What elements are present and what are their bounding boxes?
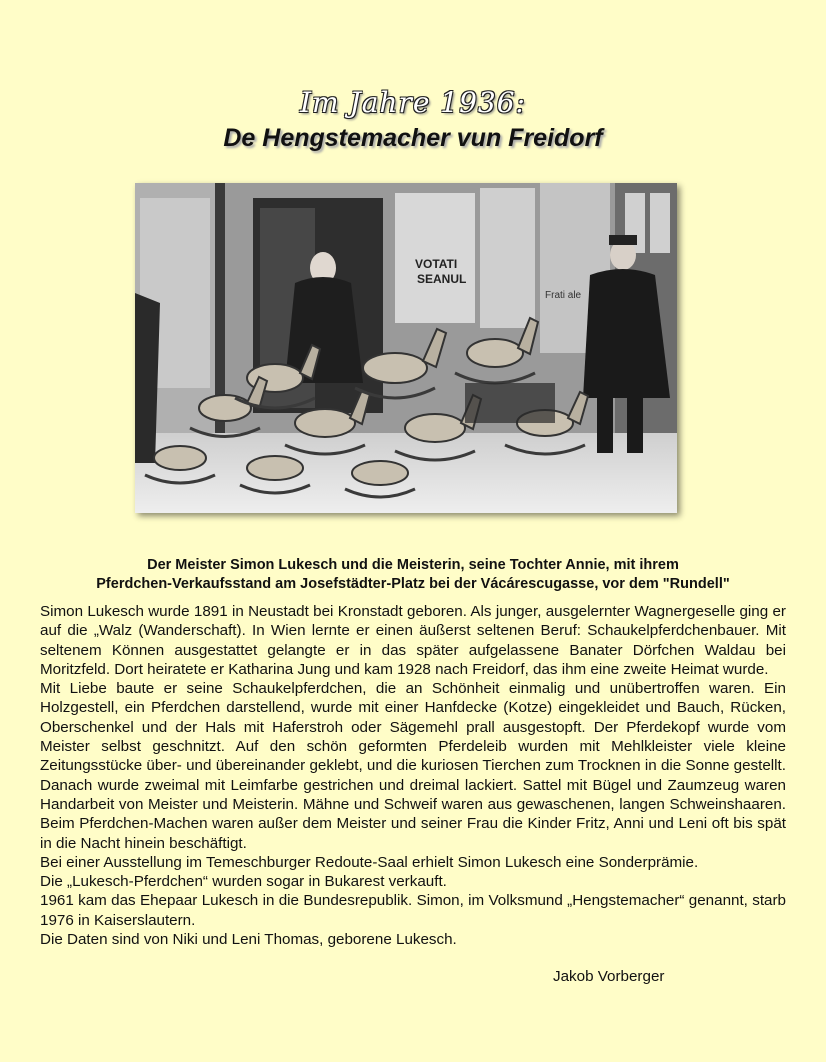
- paragraph: Die „Lukesch-Pferdchen“ wurden sogar in Bukarest verkauft.: [40, 873, 447, 891]
- historical-photo: [135, 183, 677, 513]
- paragraph: Bei einer Ausstellung im Temeschburger Redoute-Saal erhielt Simon Lukesch eine Sonderprämie.: [40, 853, 699, 871]
- paragraph: Die Daten sind von Niki und Leni Thomas, geborene Lukesch.: [40, 931, 457, 949]
- title-line-1: Im Jahre 1936:: [299, 86, 526, 119]
- sign-text-1: VOTATI: [415, 257, 458, 271]
- author-name: Jakob Vorberger: [553, 968, 665, 985]
- paragraph: Simon Lukesch wurde 1891 in Neustadt bei Kronstadt geboren. Als junger, ausgelernter Wagnergeselle ging er auf die „Walz (Wanderschaft). In Wien lernte er einen äußerst seltenen Beruf: Schaukelpferdchenbauer. Mit seltenem Können ausgestattet gelangte er in das später aufgelassene Banater Dörfchen Waldau bei Moritzfeld. Dort heiratete er Katharina Jung und kam 1928 nach Freidorf, das ihm eine zweite Heimat wurde.: [40, 603, 786, 678]
- caption-line-1: Der Meister Simon Lukesch und die Meisterin, seine Tochter Annie, mit ihrem: [147, 557, 679, 573]
- paragraph: 1961 kam das Ehepaar Lukesch in die Bundesrepublik. Simon, im Volksmund „Hengstemacher“ genannt, starb 1976 in Kaiserslautern.: [40, 892, 786, 929]
- article-body: [40, 602, 786, 949]
- caption-line-2: Pferdchen-Verkaufsstand am Josefstädter-Platz bei der Vácárescugasse, vor dem "Rundell": [96, 576, 730, 592]
- paragraph: Mit Liebe baute er seine Schaukelpferdchen, die an Schönheit einmalig und unübertroffen waren. Ein Holzgestell, ein Pferdchen darstellend, wurde mit einer Hanfdecke (Kotze) eingekleidet und Bauch, Rücken, Oberschenkel und der Hals mit Haferstroh oder Sägemehl prall ausgestopft. Der Pferdekopf wurde vom Meister selbst geschnitzt. Auf den schön geformten Pferdeleib wurden mit Mehlkleister viele kleine Zeitungsstücke über- und übereinander geklebt, und die kuriosen Tierchen zum Trocknen in die Sonne gestellt. Danach wurde zweimal mit Leimfarbe gestrichen und dreimal lackiert. Sattel mit Bügel und Zaumzeug waren Handarbeit von Meister und Meisterin. Mähne und Schweif waren aus gewaschenen, langen Schweinshaaren. Beim Pferdchen-Machen waren außer dem Meister und seiner Frau die Kinder Fritz, Anni und Leni oft bis spät in die Nacht hinein beschäftigt.: [40, 680, 786, 852]
- photo-caption: [30, 556, 796, 594]
- sign-text-2: SEANUL: [417, 272, 467, 286]
- poster-text: Frati ale: [545, 290, 582, 301]
- title-line-2: De Hengstemacher vun Freidorf: [223, 124, 603, 152]
